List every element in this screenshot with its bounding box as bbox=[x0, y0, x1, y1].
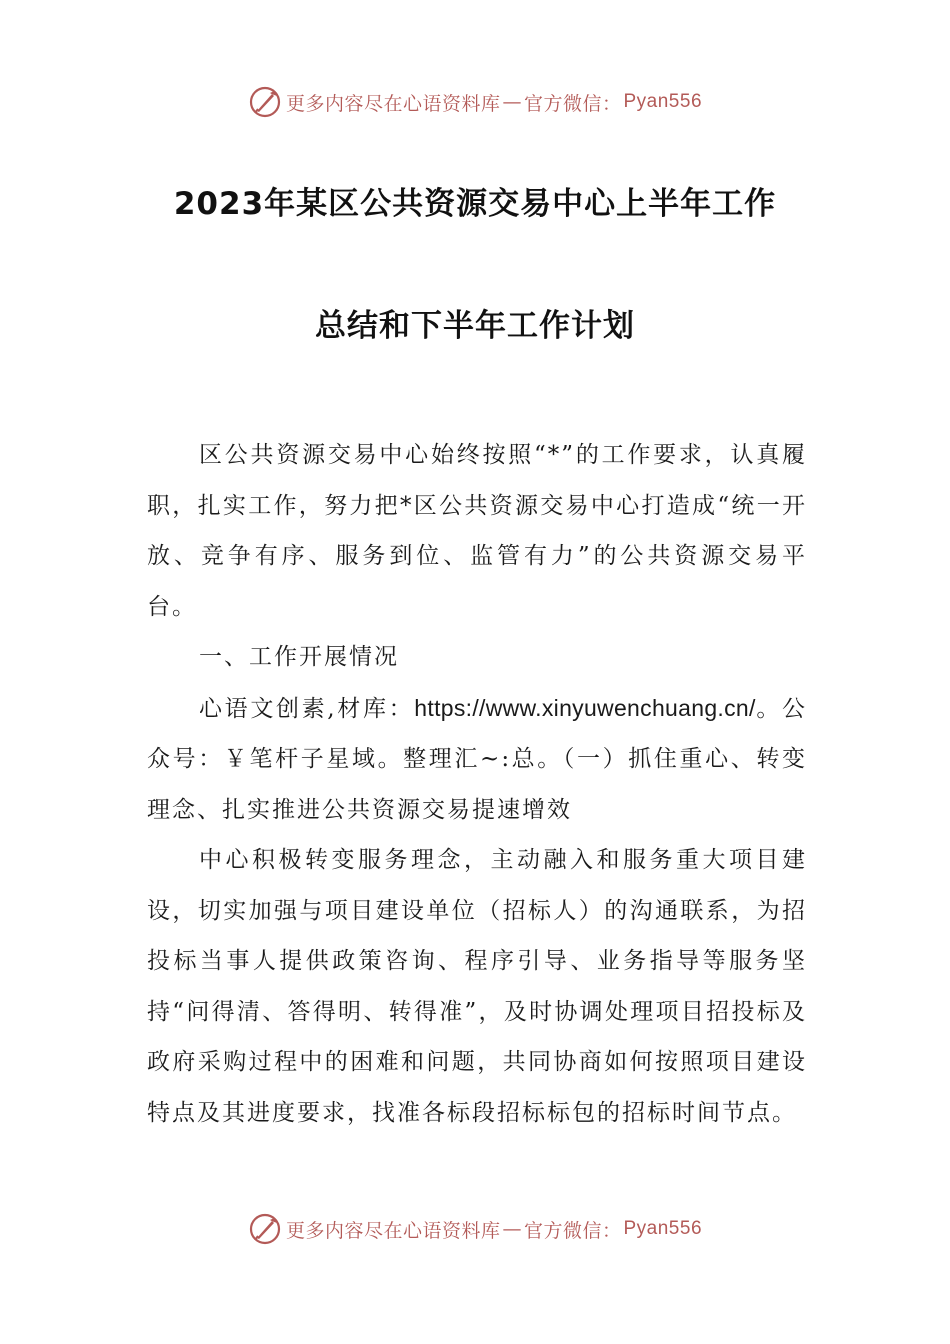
source-url: https://www.xinyuwenchuang.cn/ bbox=[414, 694, 756, 721]
document-title-line1: 2023年某区公共资源交易中心上半年工作 bbox=[173, 186, 777, 222]
section-heading: 一、工作开展情况 bbox=[199, 644, 399, 670]
watermark-text bbox=[286, 89, 702, 116]
quill-logo-icon bbox=[248, 1212, 282, 1246]
watermark-text bbox=[286, 1216, 702, 1243]
watermark-main: 更多内容尽在心语资料库 bbox=[285, 92, 501, 115]
document-body bbox=[147, 430, 807, 1138]
source-suffix: 。公众号：￥笔杆子星域。整理汇~:总。（一）抓住重心、转变理念、扎实推进公共资源交易提速增效 bbox=[147, 695, 808, 823]
watermark-id: Pyan556 bbox=[623, 91, 703, 112]
source-paragraph bbox=[147, 683, 807, 836]
quill-logo-icon bbox=[248, 85, 282, 119]
header-watermark bbox=[0, 82, 950, 122]
source-prefix: 心语文创素,材库： bbox=[199, 695, 415, 722]
intro-paragraph: 区公共资源交易中心始终按照“*”的工作要求，认真履职，扎实工作，努力把*区公共资源交易中心打造成“统一开放、竞争有序、服务到位、监管有力”的公共资源交易平台。 bbox=[147, 442, 807, 620]
document-title-line2: 总结和下半年工作计划 bbox=[315, 308, 635, 344]
watermark-sub: 官方微信： bbox=[523, 92, 622, 115]
watermark-main: 更多内容尽在心语资料库 bbox=[285, 1219, 501, 1242]
watermark-dash: — bbox=[502, 91, 522, 113]
footer-watermark bbox=[0, 1209, 950, 1249]
watermark-dash: — bbox=[502, 1218, 522, 1240]
service-paragraph: 中心积极转变服务理念，主动融入和服务重大项目建设，切实加强与项目建设单位（招标人）的沟通联系，为招投标当事人提供政策咨询、程序引导、业务指导等服务坚持“问得清、答得明、转得准”，及时协调处理项目招投标及政府采购过程中的困难和问题，共同协商如何按照项目建设特点及其进度要求，找准各标段招标标包的招标时间节点。 bbox=[147, 847, 807, 1126]
watermark-id: Pyan556 bbox=[623, 1218, 703, 1239]
watermark-sub: 官方微信： bbox=[523, 1219, 622, 1242]
